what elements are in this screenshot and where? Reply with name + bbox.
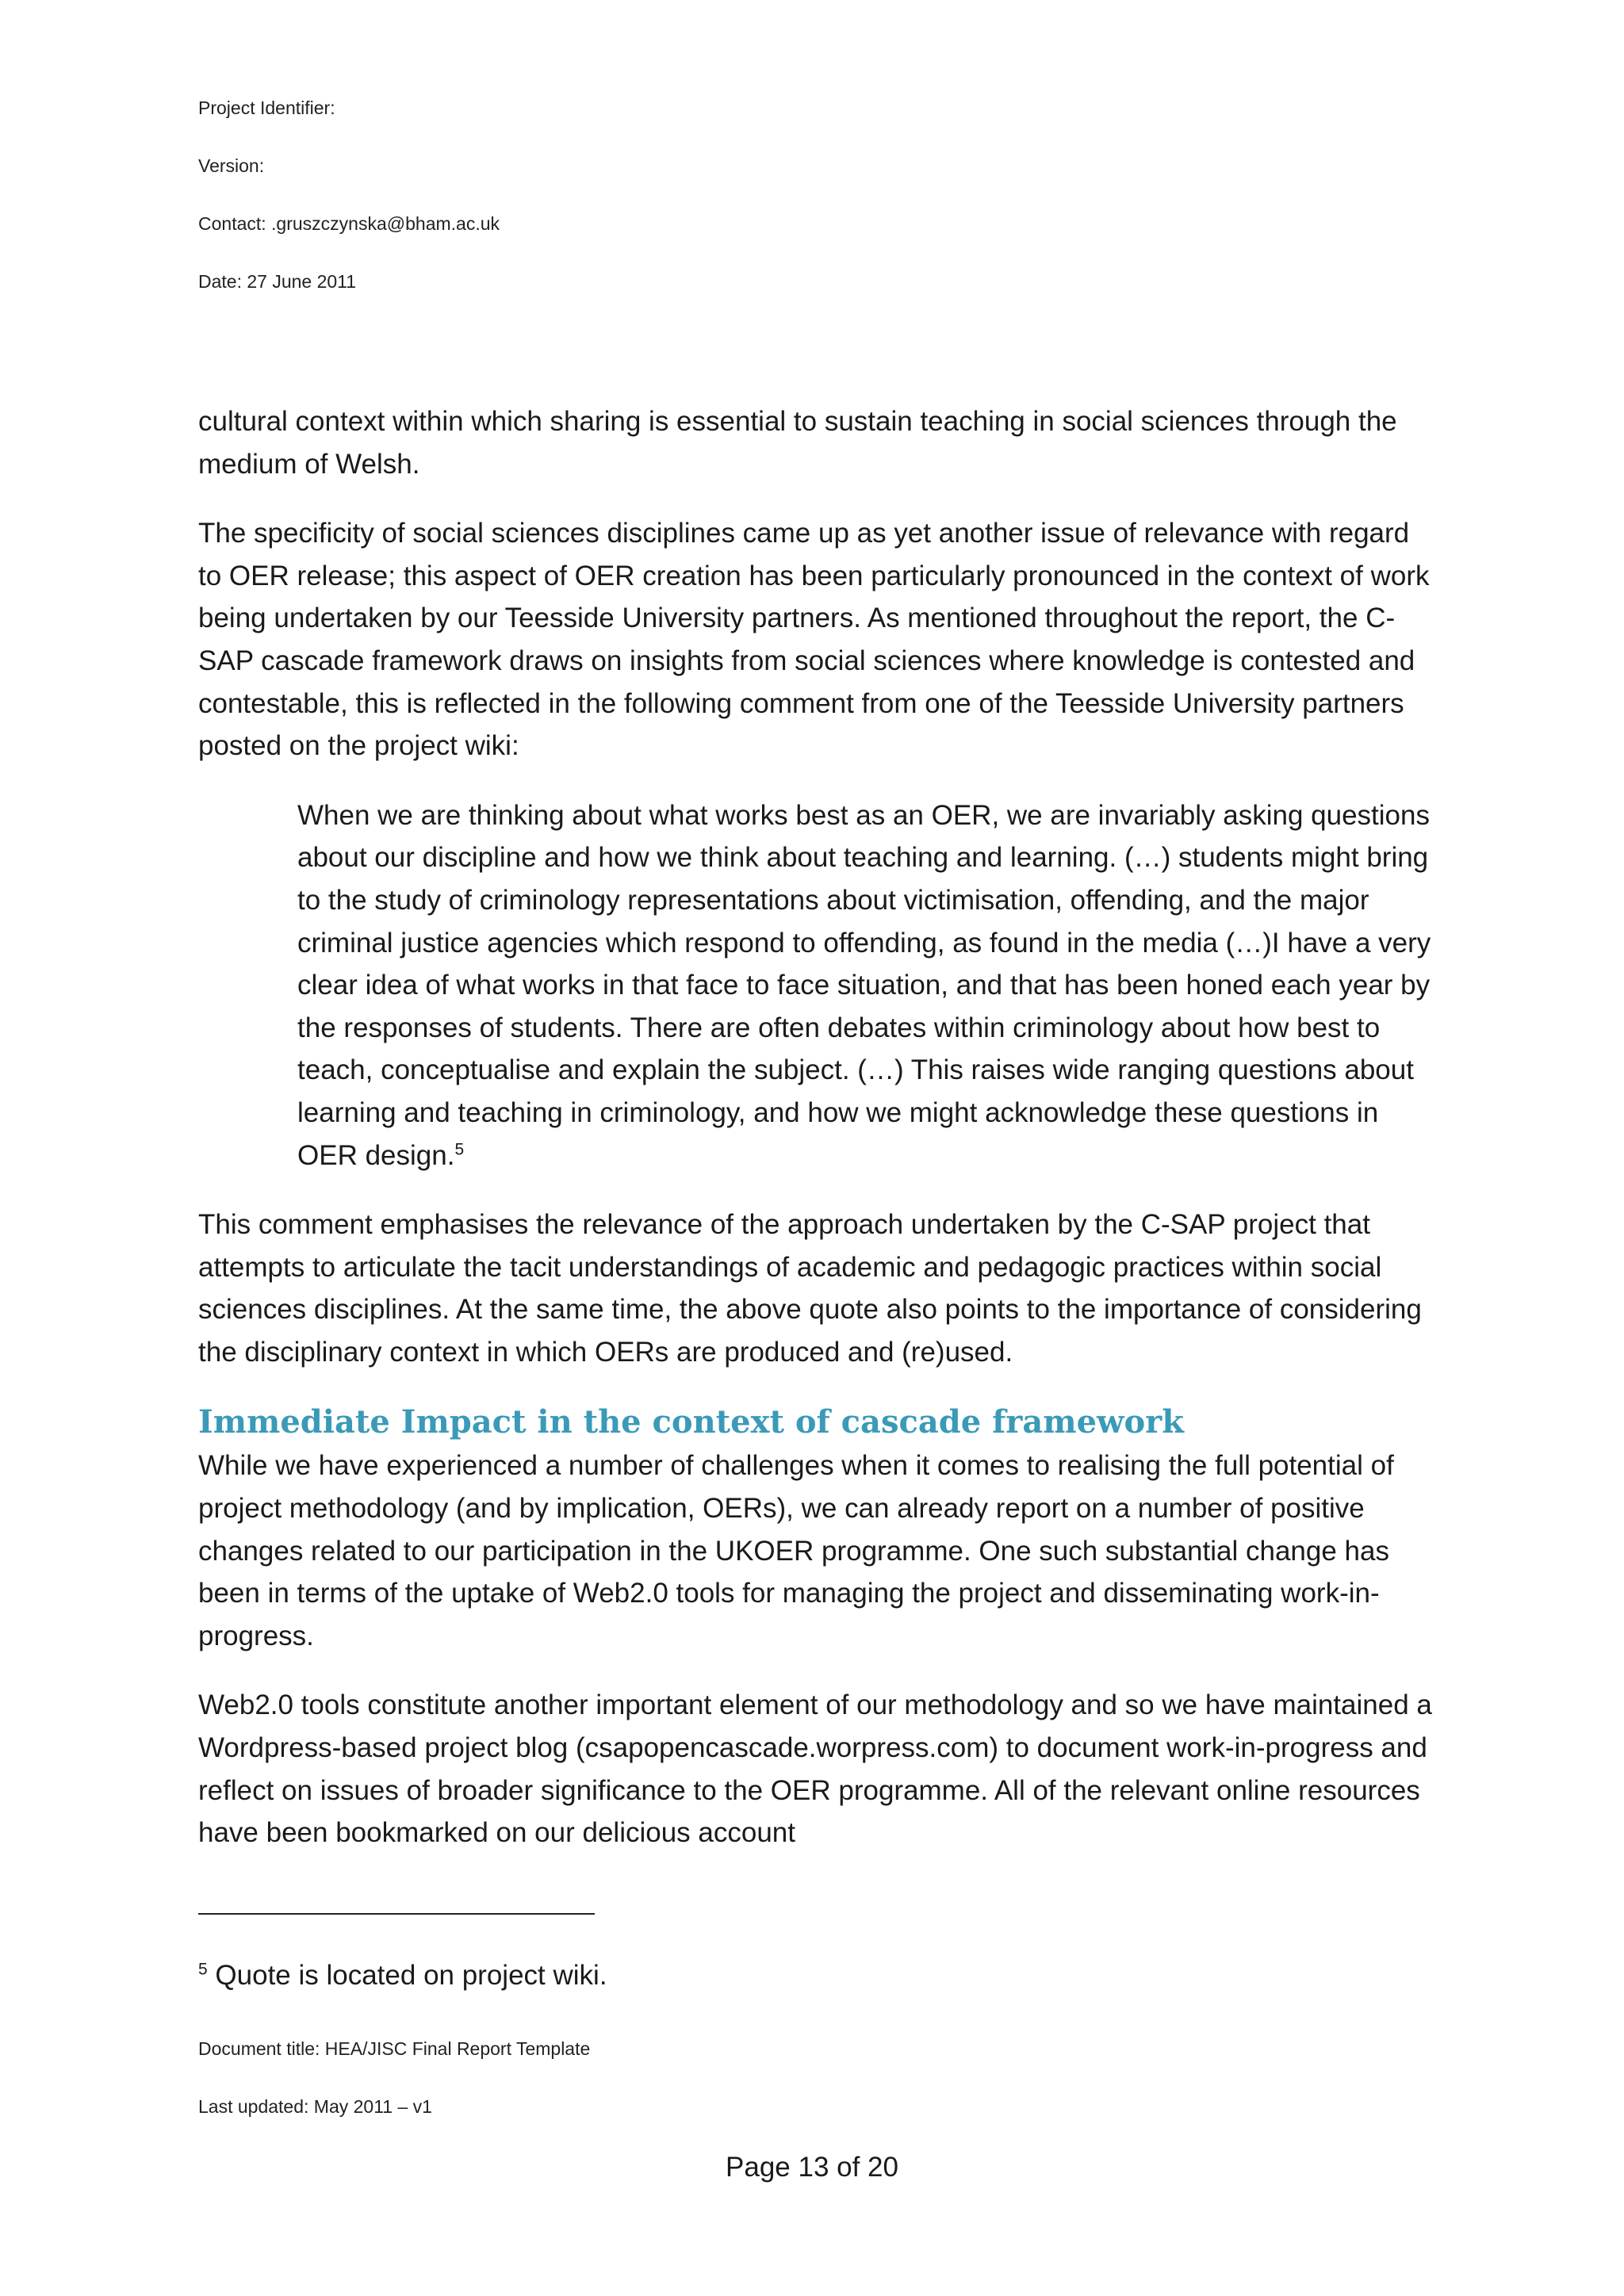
last-updated: Last updated: May 2011 – v1 — [198, 2096, 432, 2117]
version: Version: — [198, 155, 265, 176]
paragraph-1: cultural context within which sharing is essential to sustain teaching in social sciences through the medium of Welsh. — [198, 406, 1397, 480]
footnote-text: Quote is located on project wiki. — [207, 1960, 607, 1991]
footnote-reference: 5 — [454, 1139, 465, 1158]
paragraph-5: Web2.0 tools constitute another important element of our methodology and so we have maintained a Wordpress-based project blog (csapopencascade.worpress.com) to document work-in-progress and reflect on issues of broader significance to the OER programme. All of the relevant online resources have been bookmarked on our delicious account — [198, 1689, 1432, 1849]
quote-text: When we are thinking about what works best as an OER, we are invariably asking questions about our discipline and how we think about teaching and learning. (…) students might bring to the study of criminology representations about victimisation, offending, and the major criminal justice agencies which respond to offending, as found in the media (…)I have a very clear idea of what works in that face to face situation, and that has been honed each year by the responses of students. There are often debates within criminology about how best to teach, conceptualise and explain the subject. (…) This raises wide ranging questions about learning and teaching in criminology, and how we might acknowledge these questions in OER design. — [297, 799, 1431, 1171]
footnote-number: 5 — [198, 1960, 208, 1979]
paragraph-2: The specificity of social sciences disciplines came up as yet another issue of relevance with regard to OER release; this aspect of OER creation has been particularly pronounced in the context of work being undertaken by our Teesside University partners. As mentioned throughout the report, the C-SAP cascade framework draws on insights from social sciences where knowledge is contested and contestable, this is reflected in the following comment from one of the Teesside University partners posted on the project wiki: — [198, 518, 1430, 762]
page-header — [198, 97, 1435, 328]
footnote — [198, 1958, 607, 1993]
paragraph-3: This comment emphasises the relevance of the approach undertaken by the C-SAP project that attempts to articulate the tacit understandings of academic and pedagogic practices within social sciences disciplines. At the same time, the above quote also points to the importance of considering the disciplinary context in which OERs are produced and (re)used. — [198, 1209, 1422, 1368]
project-identifier: Project Identifier: — [198, 98, 335, 118]
document-title: Document title: HEA/JISC Final Report Template — [198, 2038, 591, 2059]
section-heading: Immediate Impact in the context of cascade framework — [198, 1403, 1184, 1441]
footnote-separator — [198, 1913, 595, 1915]
block-quote — [297, 794, 1435, 1177]
body-text — [198, 400, 1435, 1881]
date: Date: 27 June 2011 — [198, 271, 357, 292]
page-footer — [198, 2038, 1435, 2153]
page-number: Page 13 of 20 — [726, 2152, 898, 2183]
contact: Contact: .gruszczynska@bham.ac.uk — [198, 213, 500, 234]
paragraph-4: While we have experienced a number of challenges when it comes to realising the full potential of project methodology (and by implication, OERs), we can already report on a number of positive changes related to our participation in the UKOER programme. One such substantial change has been in terms of the uptake of Web2.0 tools for managing the project and disseminating work-in-progress. — [198, 1450, 1394, 1651]
